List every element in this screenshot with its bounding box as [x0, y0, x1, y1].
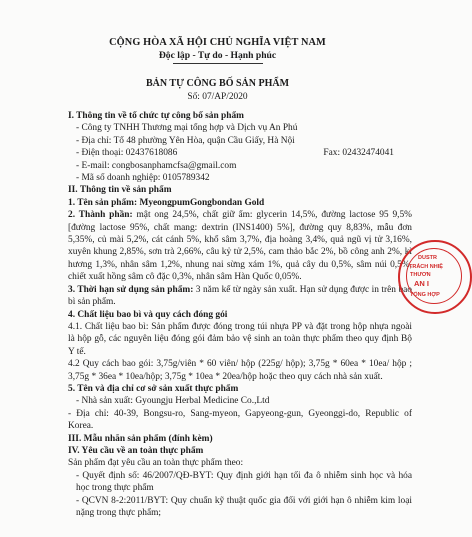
company-tax-code: - Mã số doanh nghiệp: 0105789342	[76, 173, 210, 184]
manufacturer-name: - Nhà sản xuất: Gyoungju Herbal Medicine Co.,Ltd	[76, 396, 270, 407]
product-ingredients	[68, 209, 412, 283]
header-underline	[173, 63, 263, 64]
safety-requirement-2: - QCVN 8-2:2011/BYT: Quy chuẩn kỹ thuật quốc gia đối với giới hạn ô nhiễm kim loại nặng trong thực phẩm;	[76, 495, 412, 518]
product-name	[68, 197, 412, 209]
nation-header: CỘNG HÒA XÃ HỘI CHỦ NGHĨA VIỆT NAM	[109, 37, 326, 48]
stamp-text-2: TRÁCH NHIỆ	[409, 264, 443, 270]
stamp-text-1: DUSTR	[418, 255, 437, 261]
safety-requirement-1: - Quyết định số: 46/2007/QĐ-BYT: Quy định giới hạn tối đa ô nhiễm sinh học và hóa học trong thực phẩm	[76, 470, 412, 494]
company-address: - Địa chỉ: Tổ 48 phường Yên Hòa, quận Cầu Giấy, Hà Nội	[76, 135, 295, 146]
product-shelf-life	[68, 284, 412, 309]
manufacturer-heading: 5. Tên và địa chỉ cơ sở sản xuất thực phẩm	[68, 383, 239, 394]
ingredients-value: mật ong 24,5%, chất giữ ẩm: glycerin 14,5%, đường lactose 95 9,5% [đường lactose 95%, chất mang: dextrin (INS1400) 5%], đường quy 8,83%, mẫu đơn 5,35%, củ mài 5,2%, cát cánh 5%, khổ sâm 3,7%, địa hoàng 3,4%, quả ngũ vị tử 3,16%, xuyên khung 2,85%, sơn trà 2,66%, câu kỷ tử 2,5%, cam thảo bắc 2%, bồ công anh 2%, kì hương 1,3%, nhân sâm 1,2%, nhung nai sừng xám 1%, quả cây du 0,5%, sâm núi 0,5%, chiết xuất hồng sâm cô đặc 0,3%, nhân sâm Hàn Quốc 0,05%.	[68, 210, 412, 283]
ingredients-label: 2. Thành phần:	[68, 210, 133, 221]
packaging-material: 4.1. Chất liệu bao bì: Sản phẩm được đóng trong túi nhựa PP và đặt trong hộp nhựa ngoài là hộp gỗ, các nguyên liệu đóng gói đảm bảo vệ sinh an toàn thực phẩm theo quy định Bộ Y tế.	[68, 321, 412, 357]
section-4-heading: IV. Yêu cầu về an toàn thực phẩm	[68, 445, 204, 456]
safety-intro: Sản phẩm đạt yêu cầu an toàn thực phẩm theo:	[68, 458, 244, 469]
packaging-heading: 4. Chất liệu bao bì và quy cách đóng gói	[68, 309, 228, 320]
shelf-life-label: 3. Thời hạn sử dụng sản phẩm:	[68, 284, 194, 295]
packaging-spec: 4.2 Quy cách bao gói: 3,75g/viên * 60 viên/ hộp (225g/ hộp); 3,75g * 60ea * 10ea/ hộp ; 3,75g * 36ea * 10ea/hộp; 3,75g * 10ea * 20ea/hộp hoặc theo quy cách nhà sản xuất.	[68, 359, 412, 382]
contact-row	[68, 147, 412, 159]
manufacturer-address: - Địa chỉ: 40-39, Bongsu-ro, Sang-myeon, Gapyeong-gun, Gyeonggi-do, Republic of Korea.	[68, 408, 412, 432]
document-title: BẢN TỰ CÔNG BỐ SẢN PHẨM	[145, 78, 290, 89]
section-3-heading: III. Mẫu nhãn sản phẩm (đính kèm)	[68, 433, 213, 444]
company-fax: Fax: 02432474041	[323, 148, 394, 159]
company-name: - Công ty TNHH Thương mại tổng hợp và Dịch vụ An Phú	[76, 123, 298, 134]
section-1-heading: I. Thông tin về tổ chức tự công bố sản phẩm	[68, 111, 244, 121]
stamp-text-3: THƯƠN	[410, 272, 431, 278]
stamp-text-5: TỔNG HỢP	[410, 292, 440, 298]
motto-header: Độc lập - Tự do - Hạnh phúc	[158, 50, 277, 61]
shelf-life-value: 3 năm kể từ ngày sản xuất. Hạn sử dụng được in trên bao bì sản phẩm.	[68, 284, 412, 308]
section-2-heading: II. Thông tin về sản phẩm	[68, 185, 172, 196]
company-phone: - Điện thoại: 02437618086	[76, 148, 178, 159]
document-body	[68, 110, 412, 519]
stamp-text-4: AN I	[414, 279, 429, 288]
red-seal-stamp	[398, 240, 472, 314]
document-number: Số: 07/AP/2020	[187, 92, 248, 102]
product-name-value: MyeongpumGongbondan Gold	[137, 197, 265, 208]
product-name-label: 1. Tên sản phẩm:	[68, 197, 138, 208]
company-email: - E-mail: congbosanphamcfsa@gmail.com	[76, 160, 237, 171]
